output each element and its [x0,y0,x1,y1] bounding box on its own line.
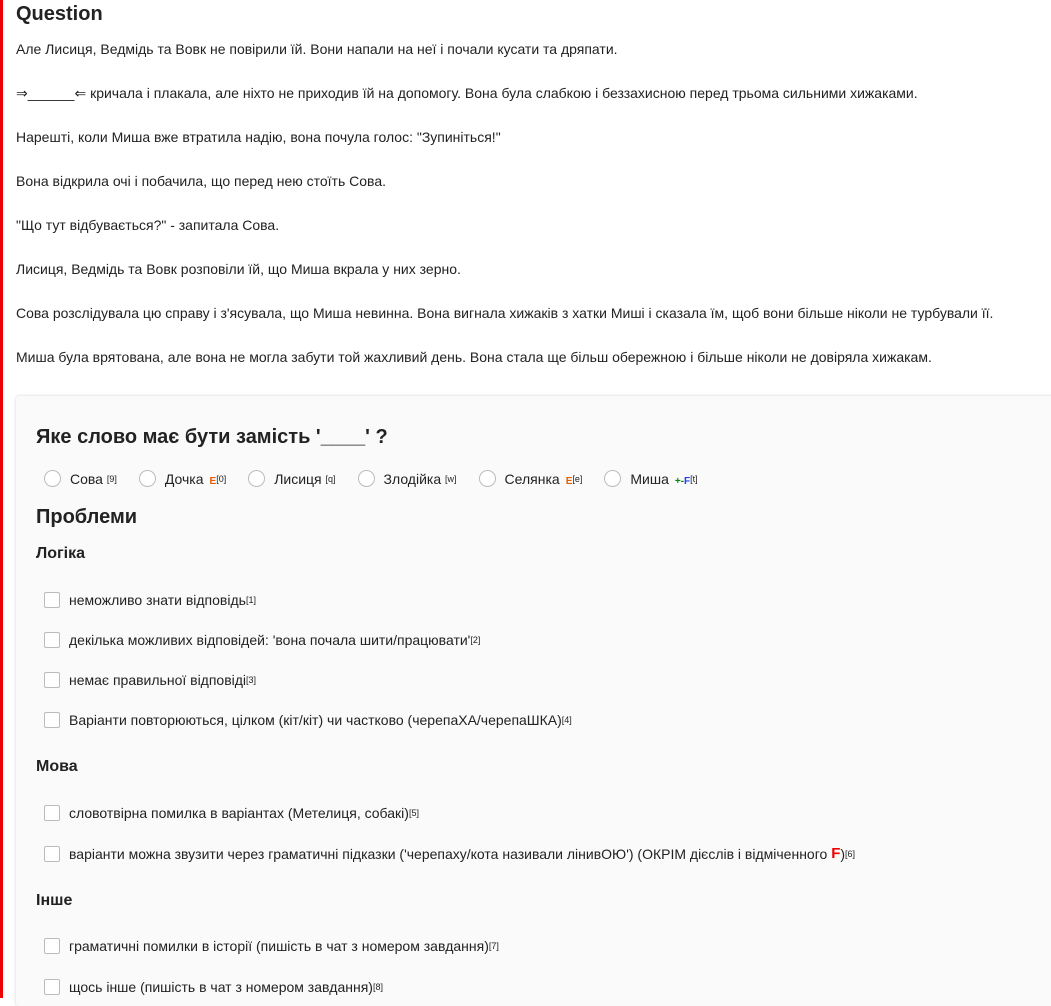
story-line: Нарешті, коли Миша вже втратила надію, вона почула голос: "Зупиніться!" [16,129,501,145]
story-line: "Що тут відбувається?" - запитала Сова. [16,217,280,233]
problem-checkbox-1[interactable]: неможливо знати відповідь [1] [44,592,256,608]
checkbox[interactable] [44,712,60,728]
option-sova[interactable]: Сова [9] [44,470,117,487]
story-line: ⇒______⇐ кричала і плакала, але ніхто не приходив їй на допомогу. Вона була слабкою і беззахисною перед трьома сильними хижаками. [16,85,918,101]
radio-button[interactable] [358,470,375,487]
group-heading-language: Мова [36,758,78,775]
checkbox[interactable] [44,805,60,821]
option-selianka[interactable]: Селянка E [e] [479,470,583,487]
question-panel [16,396,1051,1006]
radio-button[interactable] [139,470,156,487]
story-line: Лисиця, Ведмідь та Вовк розповіли їй, що Миша вкрала у них зерно. [16,261,461,277]
story-line: Вона відкрила очі і побачила, що перед нею стоїть Сова. [16,173,387,189]
checkbox[interactable] [44,846,60,862]
problem-checkbox-3[interactable]: немає правильної відповіді [3] [44,672,256,688]
group-heading-logic: Логіка [36,545,86,562]
answer-options [44,470,720,487]
checkbox[interactable] [44,632,60,648]
checkbox[interactable] [44,938,60,954]
problem-checkbox-7[interactable]: граматичні помилки в історії (пишість в чат з номером завдання) [7] [44,938,499,954]
option-mysha[interactable]: Миша +-F [t] [604,470,697,487]
checkbox[interactable] [44,979,60,995]
problem-checkbox-4[interactable]: Варіанти повторюються, цілком (кіт/кіт) чи частково (черепаХА/черепаШКА) [4] [44,712,572,728]
radio-button[interactable] [248,470,265,487]
checkbox[interactable] [44,592,60,608]
tag-e: E [565,476,573,487]
option-zlodiika[interactable]: Злодійка [w] [358,470,457,487]
tag-plus-minus-f: +-F [674,476,691,487]
left-accent-bar [0,0,3,998]
radio-button[interactable] [604,470,621,487]
checkbox[interactable] [44,672,60,688]
story-line: Але Лисиця, Ведмідь та Вовк не повірили їй. Вони напали на неї і почали кусати та дряпати. [16,41,618,57]
problem-checkbox-8[interactable]: щось інше (пишість в чат з номером завдання) [8] [44,979,383,995]
story-line: Миша була врятована, але вона не могла забути той жахливий день. Вона стала ще більш обережною і більше ніколи не довіряла хижакам. [16,349,932,365]
problem-checkbox-2[interactable]: декілька можливих відповідей: 'вона почала шити/працювати' [2] [44,632,480,648]
group-heading-other: Інше [36,892,73,909]
problem-checkbox-5[interactable]: словотвірна помилка в варіантах (Метелиця, собакі) [5] [44,805,419,821]
radio-button[interactable] [44,470,61,487]
question-heading: Яке слово має бути замість '____' ? [36,426,388,448]
radio-button[interactable] [479,470,496,487]
story-line: Сова розслідувала цю справу і з'ясувала, що Миша невинна. Вона вигнала хижаків з хатки Миші і сказала їм, щоб вони більше ніколи не турбували її. [16,305,994,321]
f-marker: F [831,845,841,862]
option-lysytsia[interactable]: Лисиця [q] [248,470,335,487]
problems-heading: Проблеми [36,506,138,528]
page-title: Question [16,3,103,25]
tag-e: E [209,476,217,487]
problem-checkbox-6[interactable]: варіанти можна звузити через граматичні підказки ('черепаху/кота називали лінивОЮ') (ОКРІМ дієслів і відміченного F ) [6] [44,845,855,862]
option-dochka[interactable]: Дочка E [0] [139,470,226,487]
